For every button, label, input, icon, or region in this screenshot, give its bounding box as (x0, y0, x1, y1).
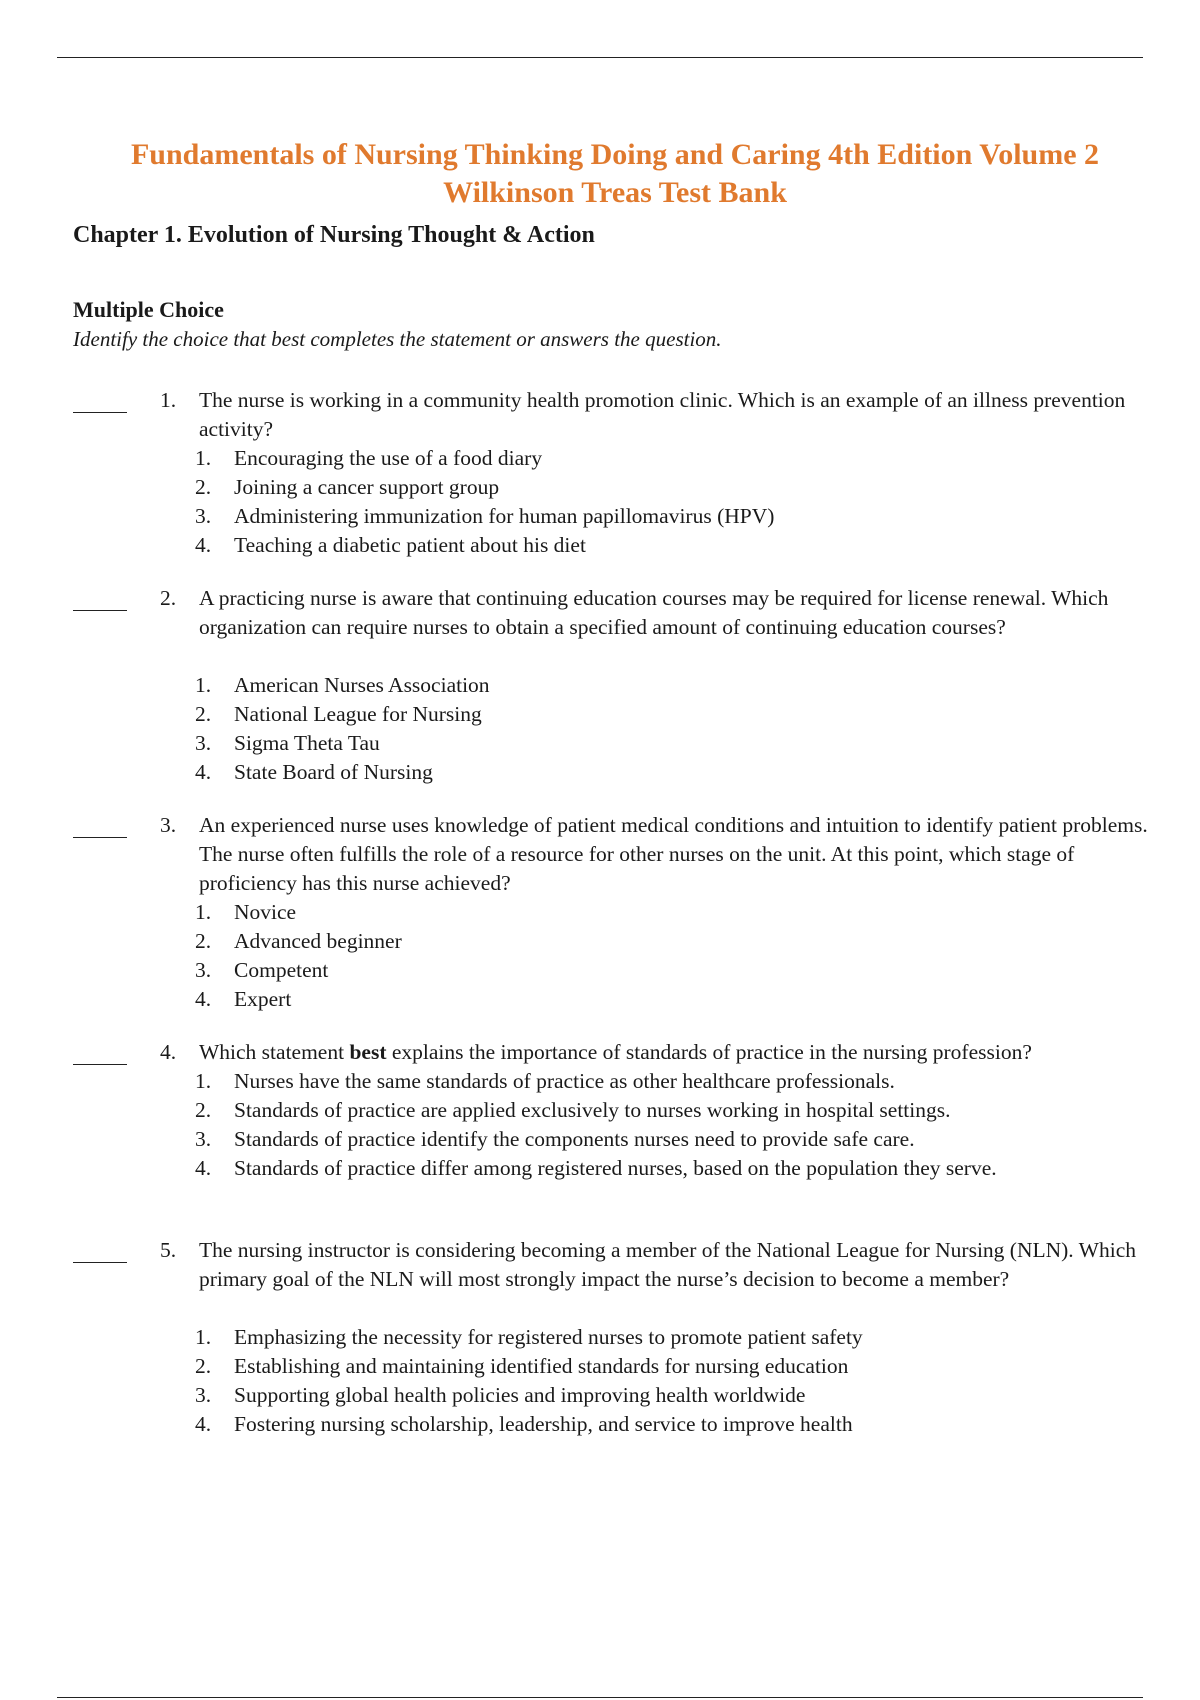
question-number: 3. (160, 813, 177, 837)
option-text: National League for Nursing (234, 702, 482, 726)
option-number: 4. (195, 533, 212, 557)
option-text: Sigma Theta Tau (234, 731, 380, 755)
question-number: 4. (160, 1040, 177, 1064)
option-text: Standards of practice are applied exclusively to nurses working in hospital settings. (234, 1098, 951, 1122)
option-number: 4. (195, 1412, 212, 1436)
option-text: Novice (234, 900, 297, 924)
option-number: 2. (195, 702, 212, 726)
question-number: 5. (160, 1238, 177, 1262)
question-number: 2. (160, 586, 177, 610)
option-number: 3. (195, 1383, 212, 1407)
option-text: Fostering nursing scholarship, leadership, and service to improve health (234, 1412, 853, 1436)
answer-blank[interactable] (73, 837, 127, 838)
option-number: 1. (195, 1069, 212, 1093)
option-3 (195, 956, 1095, 985)
option-3 (195, 1381, 1095, 1410)
question-text: The nurse is working in a community health promotion clinic. Which is an example of an illness prevention activity? (199, 388, 1126, 441)
option-text: Supporting global health policies and improving health worldwide (234, 1383, 806, 1407)
option-text: Nurses have the same standards of practice as other healthcare professionals. (234, 1069, 895, 1093)
option-4 (195, 1410, 1095, 1439)
option-2 (195, 1352, 1095, 1381)
question-text: The nursing instructor is considering becoming a member of the National League for Nursing (NLN). Which primary goal of the NLN will most strongly impact the nurse’s decision to become a member? (199, 1238, 1136, 1291)
option-text: Administering immunization for human papillomavirus (HPV) (234, 504, 775, 528)
option-text: Expert (234, 987, 292, 1011)
answer-blank[interactable] (73, 412, 127, 413)
option-number: 2. (195, 475, 212, 499)
option-4 (195, 531, 1095, 560)
option-1 (195, 1067, 1095, 1096)
option-text: Joining a cancer support group (234, 475, 500, 499)
option-text: Establishing and maintaining identified standards for nursing education (234, 1354, 849, 1378)
question-text-part: Which statement (199, 1040, 350, 1064)
option-text: Emphasizing the necessity for registered nurses to promote patient safety (234, 1325, 863, 1349)
question-number: 1. (160, 388, 177, 412)
option-4 (195, 985, 1095, 1014)
option-number: 2. (195, 1354, 212, 1378)
title-line-1: Fundamentals of Nursing Thinking Doing and Caring 4th Edition Volume 2 (130, 138, 1100, 171)
option-number: 2. (195, 1098, 212, 1122)
options-list (195, 444, 1095, 560)
option-2 (195, 927, 1095, 956)
option-1 (195, 898, 1095, 927)
option-text: Competent (234, 958, 329, 982)
option-2 (195, 1096, 1095, 1125)
question-text (199, 1038, 1154, 1067)
option-number: 3. (195, 504, 212, 528)
option-number: 1. (195, 900, 212, 924)
option-text: Standards of practice identify the components nurses need to provide safe care. (234, 1127, 915, 1151)
option-number: 3. (195, 958, 212, 982)
option-number: 3. (195, 731, 212, 755)
option-text: American Nurses Association (234, 673, 490, 697)
question-text-part: explains the importance of standards of practice in the nursing profession? (386, 1040, 1032, 1064)
options-list (195, 1067, 1095, 1183)
title-line-2: Wilkinson Treas Test Bank (443, 176, 787, 209)
option-4 (195, 1154, 1024, 1183)
section-heading: Multiple Choice (73, 297, 224, 322)
question-text-emphasis: best (349, 1040, 387, 1064)
option-1 (195, 1323, 1095, 1352)
option-2 (195, 473, 1095, 502)
answer-blank[interactable] (73, 610, 127, 611)
option-number: 1. (195, 446, 212, 470)
option-number: 4. (195, 1156, 212, 1180)
option-1 (195, 444, 1095, 473)
option-text: Advanced beginner (234, 929, 402, 953)
option-3 (195, 1125, 1095, 1154)
answer-blank[interactable] (73, 1262, 127, 1263)
chapter-heading: Chapter 1. Evolution of Nursing Thought & Action (73, 222, 595, 248)
question-text: A practicing nurse is aware that continuing education courses may be required for license renewal. Which organization can require nurses to obtain a specified amount of continuing education courses? (199, 586, 1109, 639)
options-list (195, 898, 1095, 1014)
options-list (195, 1323, 1095, 1439)
option-number: 4. (195, 987, 212, 1011)
option-number: 4. (195, 760, 212, 784)
option-3 (195, 502, 1095, 531)
option-3 (195, 729, 1095, 758)
footer-rule (57, 1697, 1143, 1698)
answer-blank[interactable] (73, 1064, 127, 1065)
option-number: 3. (195, 1127, 212, 1151)
option-number: 1. (195, 673, 212, 697)
document-title (60, 136, 1170, 212)
option-number: 1. (195, 1325, 212, 1349)
option-2 (195, 700, 1095, 729)
option-text: Standards of practice differ among registered nurses, based on the population they serve. (234, 1156, 997, 1180)
option-4 (195, 758, 1095, 787)
option-text: Encouraging the use of a food diary (234, 446, 543, 470)
option-text: State Board of Nursing (234, 760, 433, 784)
option-number: 2. (195, 929, 212, 953)
instructions: Identify the choice that best completes the statement or answers the question. (73, 327, 722, 351)
option-text: Teaching a diabetic patient about his diet (234, 533, 586, 557)
option-1 (195, 671, 1095, 700)
options-list (195, 671, 1095, 787)
question-text: An experienced nurse uses knowledge of patient medical conditions and intuition to identify patient problems. The nurse often fulfills the role of a resource for other nurses on the unit. At this point, which stage of proficiency has this nurse achieved? (199, 813, 1148, 895)
header-rule (57, 57, 1143, 58)
